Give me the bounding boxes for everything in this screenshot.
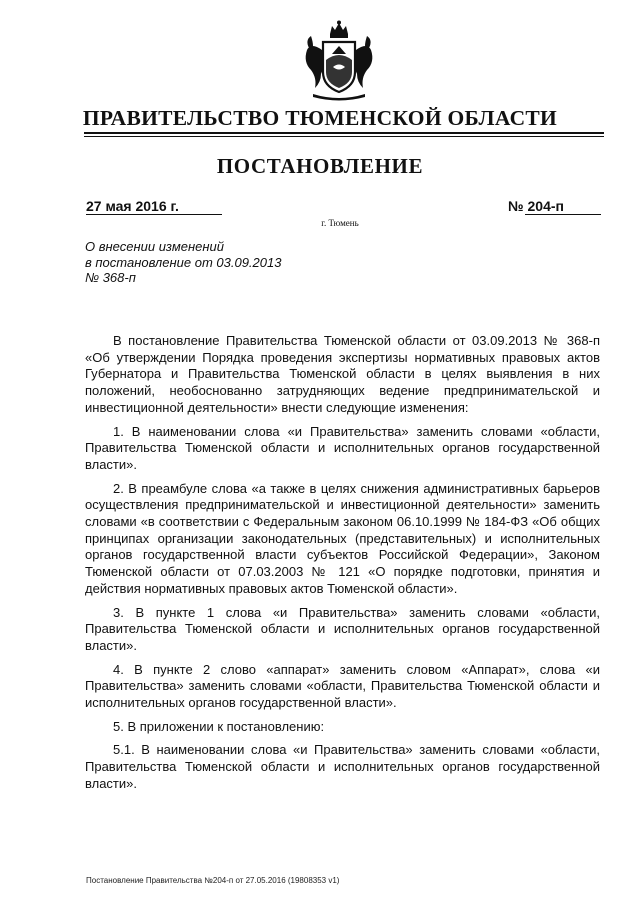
document-date-text: 27 мая 2016 г. xyxy=(86,198,179,214)
header-rule-thin xyxy=(84,136,604,137)
number-underline xyxy=(525,214,601,215)
body-paragraph-item-5-1: 5.1. В наименовании слова «и Правительства» заменить словами «области, Правительства Тюменской области и исполнительных органов государственной власти». xyxy=(85,742,600,791)
document-subject xyxy=(85,239,281,286)
document-body xyxy=(85,333,600,800)
subject-line: № 368-п xyxy=(85,270,136,285)
body-paragraph-item-3: 3. В пункте 1 слова «и Правительства» заменить словами «области, Правительства Тюменской области и исполнительных органов государственной власти». xyxy=(85,604,600,653)
date-underline xyxy=(86,214,222,215)
body-paragraph-item-1: 1. В наименовании слова «и Правительства» заменить словами «области, Правительства Тюменской области и исполнительных органов государственной власти». xyxy=(85,423,600,472)
subject-line: в постановление от 03.09.2013 xyxy=(85,254,282,270)
document-city: г. Тюмень xyxy=(321,218,359,228)
organization-title: ПРАВИТЕЛЬСТВО ТЮМЕНСКОЙ ОБЛАСТИ xyxy=(82,106,558,130)
document-number xyxy=(508,197,564,215)
body-paragraph-item-5: 5. В приложении к постановлению: xyxy=(113,718,325,734)
document-date xyxy=(86,197,179,215)
document-type: ПОСТАНОВЛЕНИЕ xyxy=(216,154,424,178)
body-paragraph-preamble: В постановление Правительства Тюменской области от 03.09.2013 № 368-п «Об утверждении Порядка проведения экспертизы нормативных правовых актов Губернатора и Правительства Тюменской области в целях выявления в них положений, необоснованно затрудняющих ведение предпринимательской и инвестиционной деятельности» внести следующие изменения: xyxy=(85,333,600,415)
document-footer: Постановление Правительства №204-п от 27.05.2016 (19808353 v1) xyxy=(86,876,340,885)
body-paragraph-item-2: 2. В преамбуле слова «а также в целях снижения административных барьеров осуществления предпринимательской и инвестиционной деятельности» заменить словами «в соответствии с Федеральным законом 06.10.1999 № 184-ФЗ «Об общих принципах организации законодательных (представительных) и исполнительных органов государственной власти субъектов Российской Федерации», Законом Тюменской области от 07.03.2003 № 121 «О порядке подготовки, принятия и действия нормативных правовых актов Тюменской области». xyxy=(85,480,600,596)
body-paragraph-item-4: 4. В пункте 2 слово «аппарат» заменить словом «Аппарат», слова «и Правительства» заменить словами «области, Правительства Тюменской области и исполнительных органов государственной власти». xyxy=(85,661,600,711)
header-rule-thick xyxy=(84,132,604,134)
document-number-text: № 204-п xyxy=(508,198,564,214)
tyumen-coat-of-arms-icon xyxy=(299,20,379,102)
subject-line: О внесении изменений xyxy=(85,239,224,254)
